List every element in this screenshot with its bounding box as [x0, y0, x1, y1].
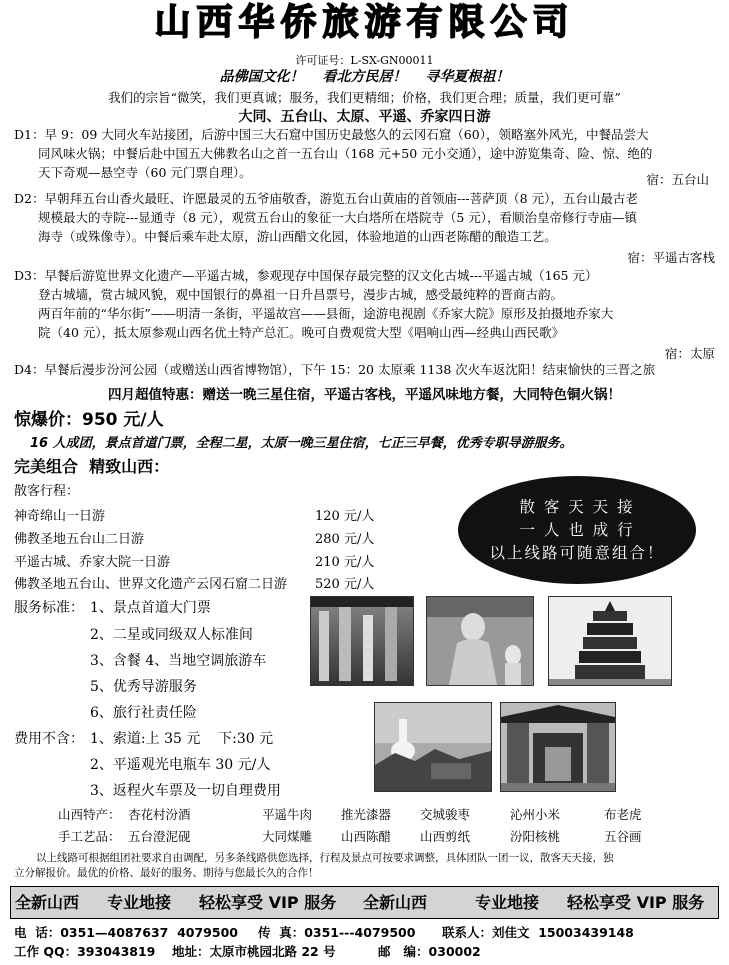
- tour-includes: 16 人成团，景点首道门票，全程二星，太原一晚三星住宿，七正三早餐，优秀专职导游服务。: [30, 436, 573, 451]
- banner-text: 专业地接: [475, 893, 540, 912]
- trip-name: 佛教圣地五台山二日游: [14, 532, 145, 547]
- price-line: [14, 405, 164, 430]
- slogan-banner: [10, 886, 719, 919]
- day1-stay: 宿：五台山: [646, 172, 709, 187]
- trip-price: 120 元/人: [315, 509, 375, 524]
- craft-item: 五台澄泥砚: [128, 829, 191, 844]
- specialty-item: 沁州小米: [510, 807, 561, 822]
- specialty-item: 杏花村汾酒: [128, 807, 191, 822]
- craft-label: 手工艺品：: [58, 829, 121, 844]
- day1-line-3: 天下奇观—悬空寺（60 元门票自理）。: [38, 165, 252, 180]
- day4-line: D4：早餐后漫步汾河公园（或赠送山西省博物馆），下午 15：20 太原乘 1138 次火车返沈阳！结束愉快的三晋之旅: [14, 362, 656, 377]
- craft-item: 大同煤雕: [262, 829, 313, 844]
- day1-line-2: 同风味火锅；中餐后赴中国五大佛教名山之首一五台山（168 元+50 元小交通），途中游览集奇、险、惊、绝的: [38, 146, 653, 161]
- day3-line-3: 两百年前的“华尔街”——明清一条街，平遥故宫——县衙，途游电视剧《乔家大院》原形及拍摄地乔家大: [38, 306, 614, 321]
- specialty-item: 交城骏枣: [420, 807, 471, 822]
- license-number: 许可证号：L-SX-GN00011: [295, 54, 434, 67]
- note-line-1: 以上线路可根据组团社要求自由调配，另多条线路供您选择，行程及景点可按要求调整，具体团队一团一议，散客天天接，独: [36, 852, 614, 864]
- day2-line-1: D2：早朝拜五台山香火最旺、许愿最灵的五爷庙敬香，游览五台山黄庙的首领庙---菩萨顶（8 元），五台山最古老: [14, 191, 638, 206]
- route-title: 大同、五台山、太原、平遥、乔家四日游: [238, 109, 491, 125]
- trip-name: 佛教圣地五台山、世界文化遗产云冈石窟二日游: [14, 577, 288, 592]
- note-line-2: 立分解报价。最优的价格、最好的服务、期待与您最长久的合作！: [14, 867, 319, 879]
- trip-name: 神奇绵山一日游: [14, 509, 106, 524]
- slogan: 品佛国文化！ 看北方民居！ 寻华夏根祖！: [219, 69, 510, 85]
- banner-text: 全新山西: [15, 893, 80, 912]
- trip-name: 平遥古城、乔家大院一日游: [14, 555, 171, 570]
- daily-departure-oval: [458, 476, 696, 584]
- oval-line-3: 以上线路可随意组合！: [489, 543, 665, 562]
- service-item: 1、景点首道大门票: [90, 600, 211, 616]
- day3-line-1: D3：早餐后游览世界文化遗产—平遥古城，参观现存中国保存最完整的汉文化古城---平遥古城（165 元）: [14, 268, 598, 283]
- company-title: 山西华侨旅游有限公司: [154, 2, 575, 43]
- company-motto: 我们的宗旨“微笑，我们更真诚；服务，我们更精细；价格，我们更合理；质量，我们更可靠”: [108, 90, 621, 105]
- wooden-pagoda-photo: [548, 596, 672, 686]
- price-value: 950 元/人: [82, 410, 164, 430]
- yungang-grottoes-photo: [310, 596, 414, 686]
- service-item: 5、优秀导游服务: [90, 679, 197, 695]
- specialty-item: 平遥牛肉: [262, 807, 313, 822]
- banner-text: 轻松享受 VIP 服务: [199, 893, 337, 912]
- work-qq: 工作 QQ：393043819: [14, 944, 156, 959]
- craft-item: 山西剪纸: [420, 829, 471, 844]
- day3-line-2: 登古城墙，赏古城风貌，观中国银行的鼻祖一日升昌票号，漫步古城，感受最纯粹的晋商古韵。: [38, 287, 564, 302]
- specialty-item: 推光漆器: [341, 807, 392, 822]
- trip-price: 280 元/人: [315, 532, 375, 547]
- zip-code: 邮 编：030002: [378, 944, 481, 959]
- excluded-label: 费用不含：: [14, 731, 84, 747]
- combo-heading: 完美组合 精致山西：: [14, 457, 170, 476]
- day3-stay: 宿：太原: [664, 346, 715, 361]
- address: 地址：太原市桃园北路 22 号: [172, 944, 336, 959]
- courtyard-gate-photo: [500, 702, 616, 792]
- day2-stay: 宿：平遥古客栈: [627, 250, 715, 265]
- excluded-item: 3、返程火车票及一切自理费用: [90, 783, 281, 799]
- day2-line-2: 规模最大的寺院---显通寺（8 元），观赏五台山的象征一大白塔所在塔院寺（5 元），看顺治皇帝修行寺庙—镇: [38, 210, 638, 225]
- excluded-item: 1、索道:上 35 元 下:30 元: [90, 731, 274, 747]
- price-label: 惊爆价：: [14, 410, 82, 430]
- craft-item: 山西陈醋: [341, 829, 392, 844]
- service-label: 服务标准：: [14, 600, 84, 616]
- promo-features: 四月超值特惠：赠送一晚三星住宿，平遥古客栈，平遥风味地方餐，大同特色铜火锅！: [108, 387, 621, 403]
- excluded-item: 2、平遥观光电瓶车 30 元/人: [90, 757, 271, 773]
- scattered-heading: 散客行程：: [14, 484, 80, 499]
- fax: 传 真：0351---4079500: [258, 925, 416, 940]
- trip-price: 210 元/人: [315, 555, 375, 570]
- day2-line-3: 海寺（或殊像寺）。中餐后乘车赴太原，游山西醋文化园，体验地道的山西老陈醋的酿造工艺。: [38, 229, 557, 244]
- oval-line-1: 散 客 天 天 接: [519, 497, 635, 516]
- buddha-statue-photo: [426, 596, 534, 686]
- day1-line-1: D1：早 9：09 大同火车站接团，后游中国三大石窟中国历史最悠久的云冈石窟（60），领略塞外风光，中餐品尝大: [14, 127, 649, 142]
- service-item: 2、二星或同级双人标准间: [90, 627, 253, 643]
- phone: 电 话：0351—4087637 4079500: [14, 925, 238, 940]
- banner-text: 轻松享受 VIP 服务: [567, 893, 705, 912]
- trip-price: 520 元/人: [315, 577, 375, 592]
- specialty-label: 山西特产：: [58, 807, 121, 822]
- white-stupa-photo: [374, 702, 492, 792]
- banner-text: 专业地接: [107, 893, 172, 912]
- craft-item: 汾阳核桃: [510, 829, 561, 844]
- specialty-item: 布老虎: [604, 807, 642, 822]
- contact-person: 联系人：刘佳文 15003439148: [442, 925, 634, 940]
- service-item: 6、旅行社责任险: [90, 705, 197, 721]
- banner-text: 全新山西: [363, 893, 428, 912]
- oval-line-2: 一 人 也 成 行: [519, 520, 635, 539]
- day3-line-4: 院（40 元），抵太原参观山西名优土特产总汇。晚可自费观赏大型《唱响山西—经典山西民歌》: [38, 325, 565, 340]
- craft-item: 五谷画: [604, 829, 642, 844]
- service-item: 3、含餐 4、当地空调旅游车: [90, 653, 267, 669]
